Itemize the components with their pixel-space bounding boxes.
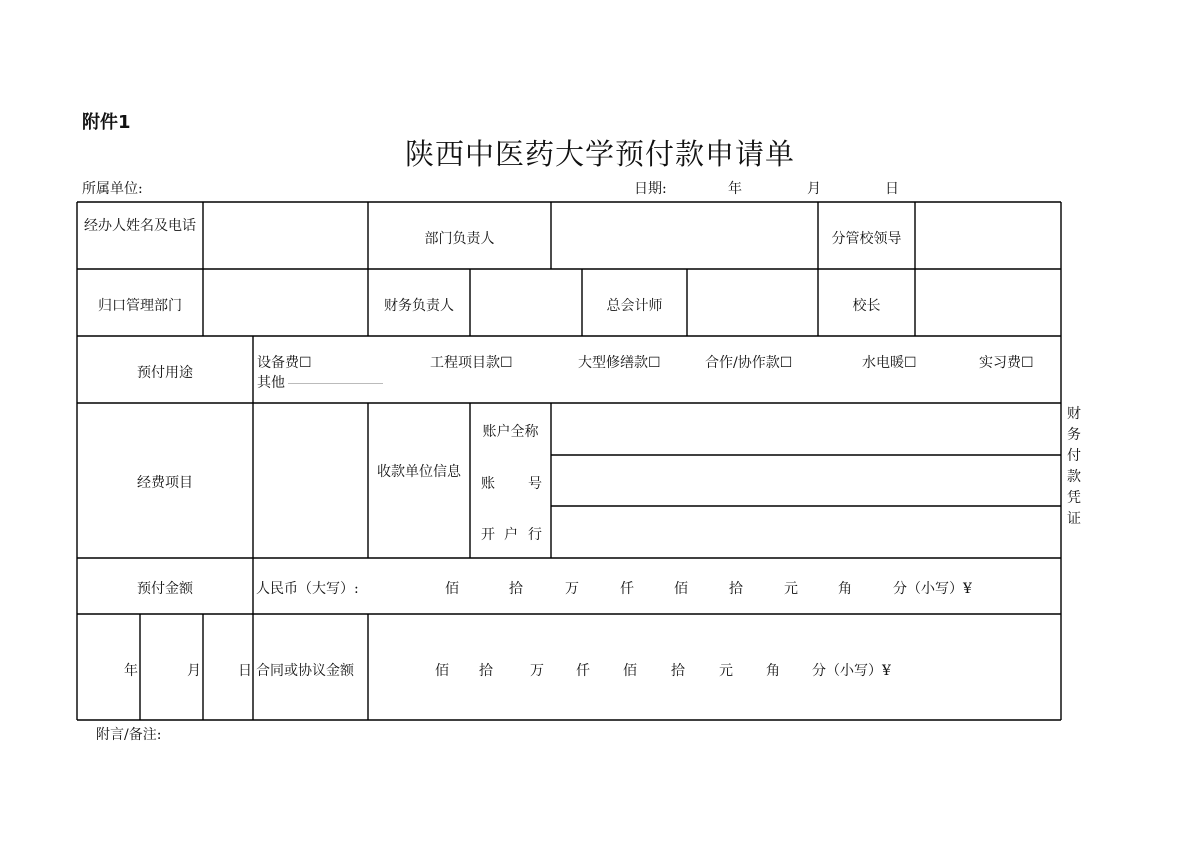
bank-label-3: 行 [528, 527, 542, 543]
contract-unit-bai-2: 佰 [623, 663, 637, 679]
contract-unit-bai-1: 佰 [435, 663, 449, 679]
funding-project-label: 经费项目 [137, 475, 193, 491]
finance-head-label: 财务负责人 [384, 298, 454, 314]
date-label: 日期: [634, 181, 667, 197]
contract-month: 月 [187, 663, 201, 679]
footer-remarks-label: 附言/备注: [96, 727, 162, 743]
bank-label-2: 户 [504, 527, 518, 543]
contract-unit-yuan: 元 [719, 663, 733, 679]
dept-head-label: 部门负责人 [424, 231, 495, 247]
option-engineering[interactable]: 工程项目款☐ [430, 355, 513, 371]
unit-shi-2: 拾 [729, 581, 743, 597]
account-name-label: 账户全称 [482, 424, 539, 440]
annex-label: 附件1 [82, 112, 131, 133]
chief-accountant-label: 总会计师 [606, 298, 663, 314]
unit-jiao: 角 [838, 581, 852, 597]
unit-shi-1: 拾 [509, 581, 523, 597]
rmb-label: 人民币（大写）: [256, 581, 359, 597]
handler-label: 经办人姓名及电话 [84, 218, 196, 234]
bank-label-1: 开 [481, 527, 495, 543]
contract-unit-fen-lower: 分（小写）¥ [812, 663, 891, 679]
unit-bai-2: 佰 [674, 581, 688, 597]
unit-bai-1: 佰 [445, 581, 459, 597]
option-equipment[interactable]: 设备费☐ [257, 355, 312, 371]
contract-day: 日 [238, 663, 252, 679]
account-no-label-1: 账 [481, 476, 495, 492]
date-day: 日 [885, 181, 899, 197]
option-internship[interactable]: 实习费☐ [979, 355, 1034, 371]
side-note-vertical: 财务付款凭证 [1067, 406, 1081, 527]
president-label: 校长 [852, 298, 881, 314]
unit-yuan: 元 [784, 581, 798, 597]
account-no-label-2: 号 [528, 476, 542, 492]
unit-fen-lower: 分（小写）¥ [893, 581, 972, 597]
option-repair[interactable]: 大型修缮款☐ [578, 355, 661, 371]
contract-unit-jiao: 角 [766, 663, 780, 679]
prepay-amount-label: 预付金额 [137, 581, 193, 597]
unit-label: 所属单位: [82, 181, 143, 197]
option-utilities[interactable]: 水电暖☐ [862, 355, 917, 371]
payee-info-label: 收款单位信息 [377, 464, 461, 480]
unit-qian: 仟 [620, 581, 634, 597]
option-other: 其他 [257, 375, 285, 391]
contract-unit-qian: 仟 [576, 663, 590, 679]
date-month: 月 [807, 181, 821, 197]
mgmt-dept-label: 归口管理部门 [98, 298, 182, 314]
contract-unit-shi-2: 拾 [671, 663, 685, 679]
purpose-label: 预付用途 [137, 365, 193, 381]
contract-year: 年 [124, 663, 138, 679]
form-title: 陕西中医药大学预付款申请单 [404, 137, 795, 171]
unit-wan: 万 [565, 581, 579, 597]
school-leader-label: 分管校领导 [831, 231, 902, 247]
contract-unit-shi-1: 拾 [479, 663, 493, 679]
date-year: 年 [728, 181, 742, 197]
other-fill-line[interactable] [288, 383, 383, 384]
option-cooperation[interactable]: 合作/协作款☐ [705, 355, 793, 371]
contract-amount-label: 合同或协议金额 [256, 663, 354, 679]
contract-unit-wan: 万 [530, 663, 544, 679]
